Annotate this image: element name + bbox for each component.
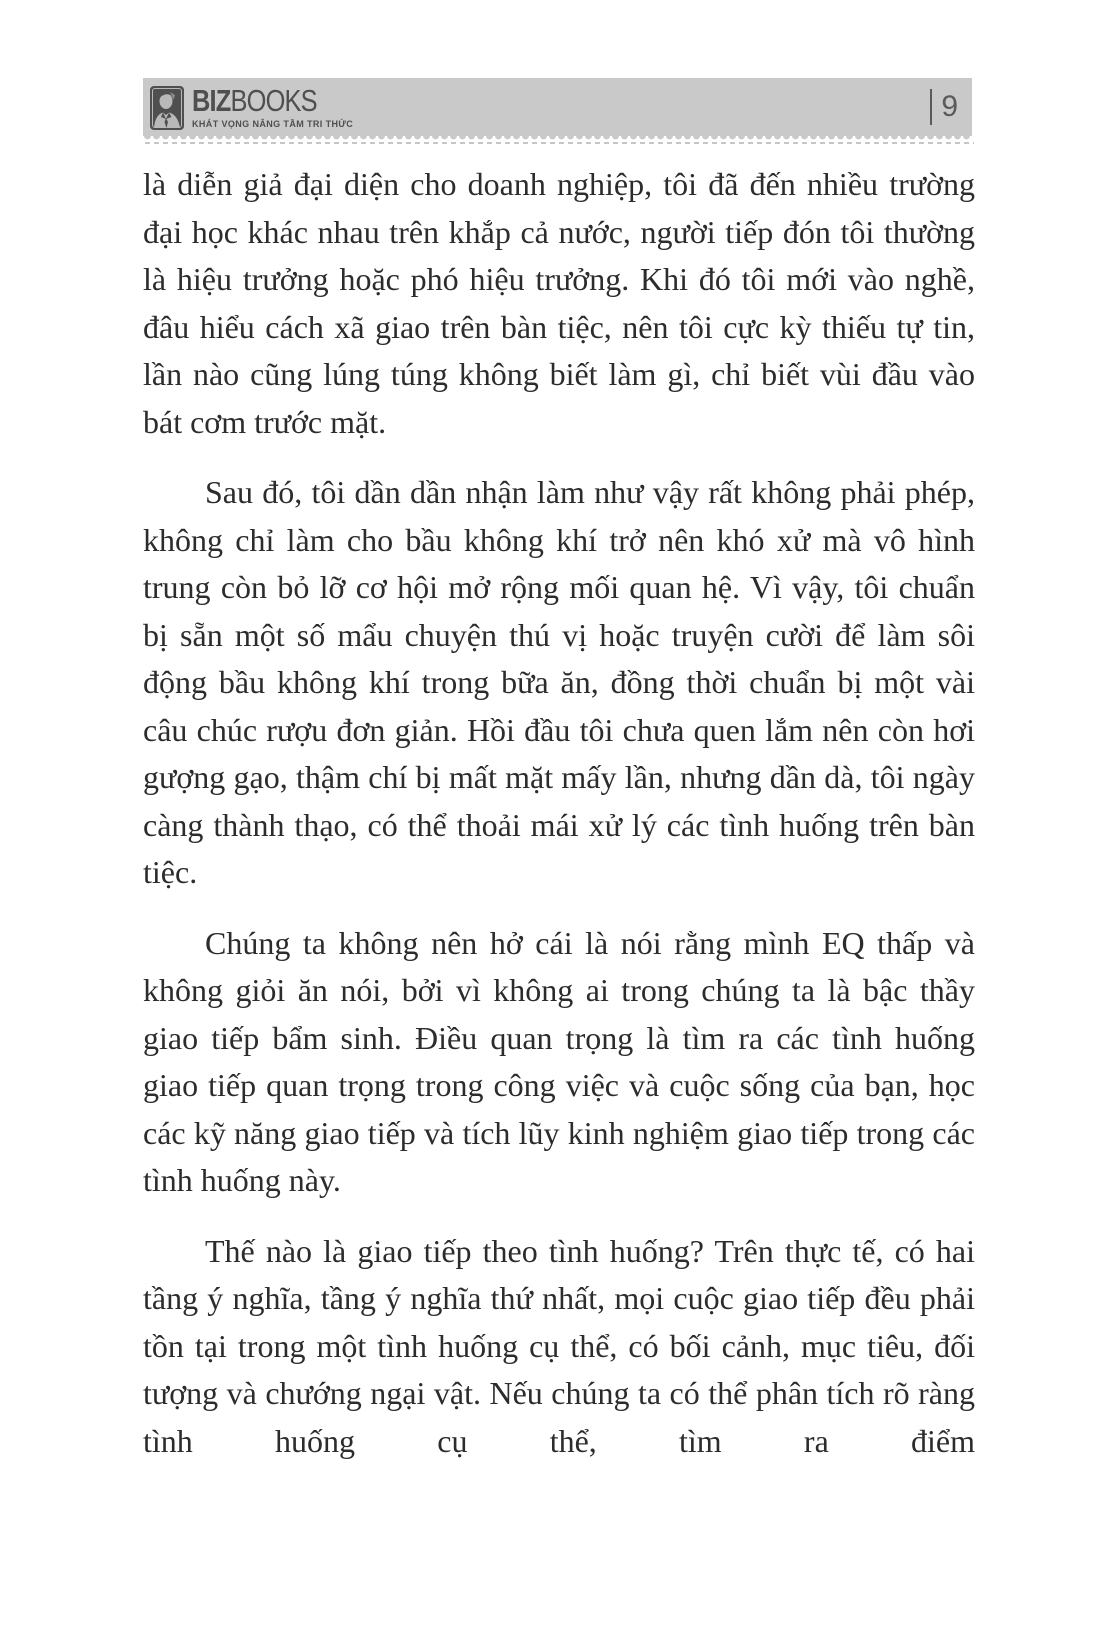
- businessman-portrait-icon: [150, 86, 184, 130]
- page-body-text: [143, 161, 975, 1465]
- paragraph: Chúng ta không nên hở cái là nói rằng mình EQ thấp và không giỏi ăn nói, bởi vì không ai trong chúng ta là bậc thầy giao tiếp bẩm sinh. Điều quan trọng là tìm ra các tình huống giao tiếp quan trọng trong công việc và cuộc sống của bạn, học các kỹ năng giao tiếp và tích lũy kinh nghiệm giao tiếp trong các tình huống này.: [143, 924, 975, 1198]
- paragraph: là diễn giả đại diện cho doanh nghiệp, tôi đã đến nhiều trường đại học khác nhau trên khắp cả nước, người tiếp đón tôi thường là hiệu trưởng hoặc phó hiệu trưởng. Khi đó tôi mới vào nghề, đâu hiểu cách xã giao trên bàn tiệc, nên tôi cực kỳ thiếu tự tin, lần nào cũng lúng túng không biết làm gì, chỉ biết vùi đầu vào bát cơm trước mặt.: [143, 166, 975, 440]
- page-number-separator: [930, 89, 932, 125]
- brand-name-light: BOOKS: [230, 83, 317, 118]
- paragraph: Thế nào là giao tiếp theo tình huống? Trên thực tế, có hai tầng ý nghĩa, tầng ý nghĩa thứ nhất, mọi cuộc giao tiếp đều phải tồn tại trong một tình huống cụ thể, có bối cảnh, mục tiêu, đối tượng và chướng ngại vật. Nếu chúng ta có thể phân tích rõ ràng tình huống cụ thể, tìm ra điểm: [143, 1232, 975, 1459]
- page-number: 9: [941, 90, 958, 123]
- brand-name-bold: BIZ: [192, 83, 231, 118]
- publisher-logo: [150, 85, 362, 130]
- brand-tagline: KHÁT VỌNG NÂNG TẦM TRI THỨC: [192, 119, 354, 130]
- brand-name: [192, 85, 331, 116]
- page-number-group: [930, 89, 958, 125]
- header-band: [143, 78, 972, 136]
- paragraph: Sau đó, tôi dần dần nhận làm như vậy rất không phải phép, không chỉ làm cho bầu không khí trở nên khó xử mà vô hình trung còn bỏ lỡ cơ hội mở rộng mối quan hệ. Vì vậy, tôi chuẩn bị sẵn một số mẩu chuyện thú vị hoặc truyện cười để làm sôi động bầu không khí trong bữa ăn, đồng thời chuẩn bị một vài câu chúc rượu đơn giản. Hồi đầu tôi chưa quen lắm nên còn hơi gượng gạo, thậm chí bị mất mặt mấy lần, nhưng dần dà, tôi ngày càng thành thạo, có thể thoải mái xử lý các tình huống trên bàn tiệc.: [143, 474, 975, 890]
- publisher-logo-text: [192, 85, 362, 130]
